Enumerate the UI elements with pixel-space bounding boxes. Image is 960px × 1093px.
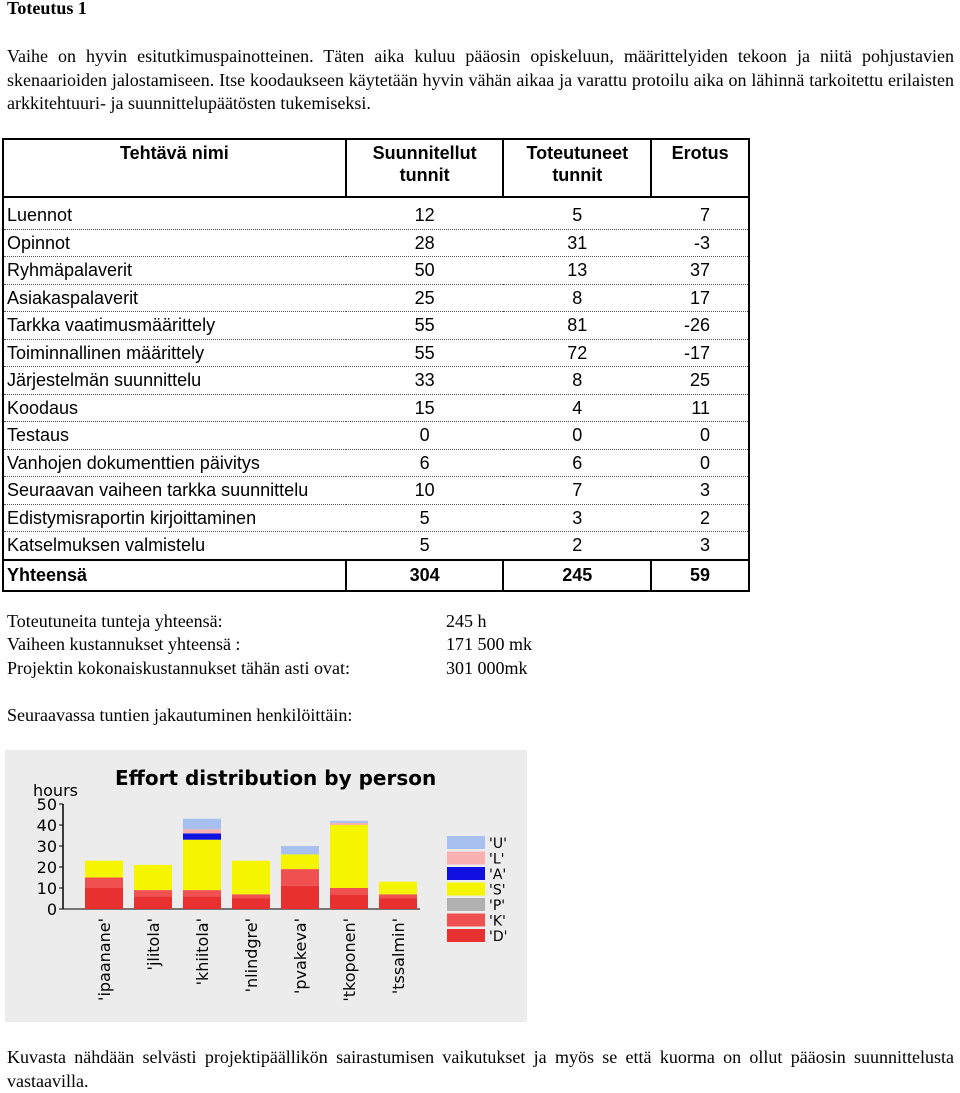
total-difference: 59 [651, 560, 749, 591]
chart-legend-label: 'L' [489, 851, 505, 868]
cell-actual: 0 [503, 422, 651, 450]
chart-bar-segment [232, 894, 270, 898]
summary-label: Projektin kokonaiskustannukset tähän asti ovat: [7, 658, 350, 678]
cell-actual: 6 [503, 449, 651, 477]
cell-difference: -3 [651, 229, 749, 257]
chart-legend-label: 'S' [489, 882, 506, 899]
chart-y-tick-label: 10 [36, 879, 57, 898]
table-row [3, 504, 749, 532]
chart-bar-segment [183, 819, 221, 830]
chart-bar-segment [330, 825, 368, 888]
chart-bar-segment [134, 890, 172, 896]
cell-difference: 2 [651, 504, 749, 532]
closing-paragraph: Kuvasta nähdään selvästi projektipäällikön sairastumisen vaikutukset ja myös se että kuorma on ollut pääosin suunnittelusta vastaavilla. [7, 1047, 954, 1091]
chart-bar-segment [85, 878, 123, 889]
cell-planned: 50 [346, 257, 504, 285]
chart-legend-label: 'P' [489, 898, 506, 914]
chart-category-label: 'tssalmin' [389, 918, 408, 995]
total-actual: 245 [503, 560, 651, 591]
cell-task-name: Testaus [3, 422, 346, 450]
distribution-caption: Seuraavassa tuntien jakautuminen henkilöittäin: [7, 705, 353, 725]
cell-difference: 0 [651, 449, 749, 477]
chart-legend-label: 'A' [489, 867, 507, 883]
cell-planned: 28 [346, 229, 504, 257]
table-row [3, 339, 749, 367]
header-difference: Erotus [651, 139, 749, 197]
cell-actual: 31 [503, 229, 651, 257]
cell-actual: 2 [503, 532, 651, 560]
cell-task-name: Edistymisraportin kirjoittaminen [3, 504, 346, 532]
summary-value: 171 500 mk [446, 634, 533, 654]
chart-bar-segment [379, 899, 417, 910]
chart-y-tick-label: 20 [36, 858, 57, 877]
table-row [3, 422, 749, 450]
cell-task-name: Tarkka vaatimusmäärittely [3, 312, 346, 340]
cell-actual: 4 [503, 394, 651, 422]
table-row [3, 477, 749, 505]
cell-actual: 8 [503, 367, 651, 395]
chart-category-label: 'tkoponen' [340, 918, 359, 1002]
chart-legend-swatch [447, 929, 485, 942]
cell-actual: 72 [503, 339, 651, 367]
chart-legend-swatch [447, 836, 485, 849]
table-row [3, 257, 749, 285]
total-planned: 304 [346, 560, 504, 591]
cell-planned: 55 [346, 339, 504, 367]
chart-bar-segment [134, 865, 172, 890]
chart-category-label: 'ipaanane' [95, 918, 114, 1001]
header-actual-hours: Toteutuneet tunnit [503, 139, 651, 197]
cell-task-name: Opinnot [3, 229, 346, 257]
cell-task-name: Ryhmäpalaverit [3, 257, 346, 285]
chart-y-tick-label: 50 [36, 795, 57, 814]
cell-difference: -26 [651, 312, 749, 340]
chart-category-label: 'jlitola' [144, 918, 163, 971]
cell-difference: 37 [651, 257, 749, 285]
cell-task-name: Luennot [3, 197, 346, 229]
cell-actual: 81 [503, 312, 651, 340]
table-row [3, 394, 749, 422]
chart-bar-segment [85, 888, 123, 909]
chart-bar-segment [281, 846, 319, 854]
chart-bar-segment [281, 854, 319, 869]
chart-legend-label: 'U' [489, 836, 507, 852]
table-total-row [3, 560, 749, 591]
effort-chart-svg [5, 750, 527, 1022]
cell-task-name: Asiakaspalaverit [3, 284, 346, 312]
chart-title: Effort distribution by person [115, 766, 437, 790]
chart-legend-swatch [447, 867, 485, 880]
table-row [3, 312, 749, 340]
cell-planned: 0 [346, 422, 504, 450]
total-label: Yhteensä [3, 560, 346, 591]
chart-bar-segment [183, 833, 221, 839]
task-hours-table [2, 138, 750, 592]
chart-bar-segment [330, 888, 368, 894]
header-planned-hours: Suunnitellut tunnit [346, 139, 504, 197]
chart-bar-segment [330, 823, 368, 825]
cell-task-name: Koodaus [3, 394, 346, 422]
cell-difference: 0 [651, 422, 749, 450]
chart-bar-segment [232, 899, 270, 910]
chart-bar-segment [281, 869, 319, 886]
chart-bar-segment [183, 829, 221, 833]
cell-planned: 5 [346, 504, 504, 532]
chart-bar-segment [183, 840, 221, 890]
table-row [3, 229, 749, 257]
cell-actual: 5 [503, 197, 651, 229]
cell-planned: 5 [346, 532, 504, 560]
cell-task-name: Toiminnallinen määrittely [3, 339, 346, 367]
cell-actual: 3 [503, 504, 651, 532]
cell-difference: 11 [651, 394, 749, 422]
chart-y-label: hours [33, 781, 78, 800]
chart-y-tick-label: 30 [36, 837, 57, 856]
table-row [3, 532, 749, 560]
summary-value: 245 h [446, 611, 487, 631]
chart-bar-segment [183, 890, 221, 896]
chart-category-label: 'pvakeva' [291, 918, 310, 995]
chart-legend-label: 'K' [489, 913, 506, 930]
chart-bar-segment [379, 882, 417, 895]
table-row [3, 197, 749, 229]
cell-planned: 33 [346, 367, 504, 395]
chart-y-tick-label: 0 [46, 900, 57, 919]
cell-difference: -17 [651, 339, 749, 367]
summary-value: 301 000mk [446, 658, 528, 678]
cell-planned: 25 [346, 284, 504, 312]
chart-bar-segment [330, 894, 368, 909]
chart-legend-swatch [447, 883, 485, 896]
chart-bar-segment [85, 861, 123, 878]
header-task-name: Tehtävä nimi [3, 139, 346, 197]
chart-bar-segment [379, 894, 417, 898]
cell-difference: 3 [651, 477, 749, 505]
chart-bar-segment [330, 821, 368, 823]
chart-bar-segment [134, 896, 172, 909]
table-row [3, 449, 749, 477]
cell-planned: 12 [346, 197, 504, 229]
cell-planned: 6 [346, 449, 504, 477]
cell-actual: 8 [503, 284, 651, 312]
cell-task-name: Seuraavan vaiheen tarkka suunnittelu [3, 477, 346, 505]
cell-difference: 7 [651, 197, 749, 229]
cell-planned: 55 [346, 312, 504, 340]
chart-category-label: 'khiitola' [193, 918, 212, 986]
table-row [3, 367, 749, 395]
intro-paragraph: Vaihe on hyvin esitutkimuspainotteinen. Täten aika kuluu pääosin opiskeluun, määrittelyiden tekoon ja niitä pohjustavien skenaarioiden jalostamiseen. Itse koodaukseen käytetään hyvin vähän aikaa ja varattu protoilu aika on lähinnä tarkoitettu erilaisten arkkitehtuuri- ja suunnittelupäätösten tukemiseksi. [7, 46, 954, 113]
cell-difference: 17 [651, 284, 749, 312]
chart-legend-swatch [447, 898, 485, 911]
summary-label: Toteutuneita tunteja yhteensä: [7, 611, 223, 631]
cell-planned: 15 [346, 394, 504, 422]
chart-legend-swatch [447, 852, 485, 865]
chart-bar-segment [183, 896, 221, 909]
chart-bar-segment [281, 886, 319, 909]
cell-difference: 25 [651, 367, 749, 395]
cell-actual: 13 [503, 257, 651, 285]
cell-task-name: Järjestelmän suunnittelu [3, 367, 346, 395]
chart-y-tick-label: 40 [36, 816, 57, 835]
cell-difference: 3 [651, 532, 749, 560]
chart-category-label: 'nlindgre' [242, 918, 261, 993]
effort-chart [5, 750, 527, 1022]
table-header-row [3, 139, 749, 197]
summary-label: Vaiheen kustannukset yhteensä : [7, 634, 241, 654]
cell-actual: 7 [503, 477, 651, 505]
table-row [3, 284, 749, 312]
chart-bar-segment [232, 861, 270, 895]
section-heading: Toteutus 1 [7, 0, 87, 18]
cell-task-name: Vanhojen dokumenttien päivitys [3, 449, 346, 477]
cell-task-name: Katselmuksen valmistelu [3, 532, 346, 560]
chart-legend-label: 'D' [489, 929, 508, 945]
cell-planned: 10 [346, 477, 504, 505]
chart-legend-swatch [447, 914, 485, 927]
